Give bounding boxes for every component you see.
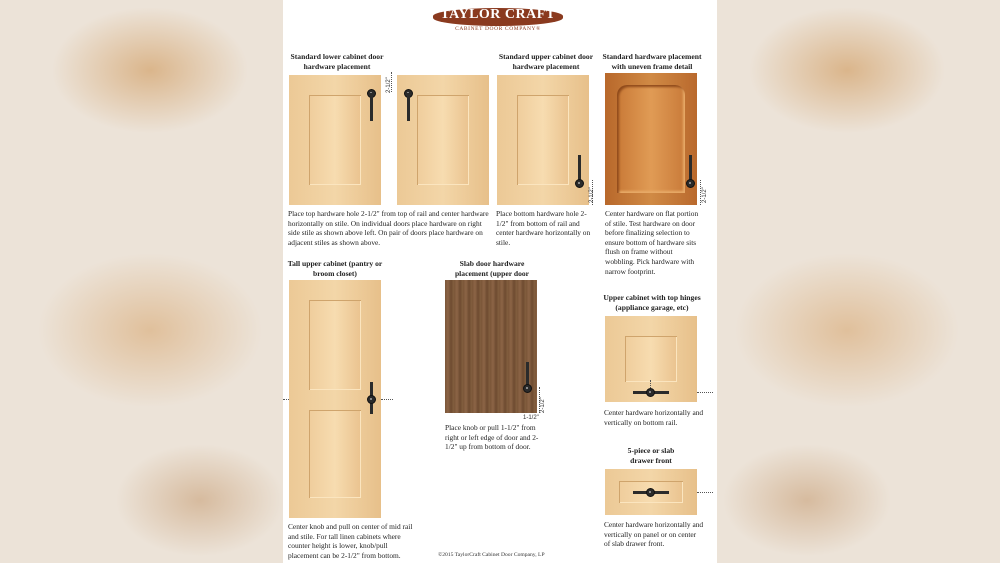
- drawer-front: [605, 469, 697, 515]
- top-hinge-door: [605, 316, 697, 402]
- lower-heading: Standard lower cabinet door hardware placement: [290, 52, 384, 71]
- upper-heading: Standard upper cabinet door hardware placement: [498, 52, 594, 71]
- door-panel: [417, 95, 469, 185]
- knob-icon: [686, 179, 695, 188]
- uneven-text: Center hardware on flat portion of stile. Test hardware on door before finalizing selection to ensure bottom of hardware sits flush on frame without wobbling. Pick hardware with narrow footprint.: [605, 209, 699, 276]
- door-panel-top: [309, 300, 361, 390]
- lower-door-left: [289, 75, 381, 205]
- slab-dimension-vertical: 2-1/2": [540, 397, 546, 413]
- background-right: [717, 0, 1000, 563]
- upper-dimension: 2-1/2": [589, 187, 595, 203]
- door-panel-bottom: [309, 410, 361, 498]
- top-hinge-text: Center hardware horizontally and vertically on bottom rail.: [604, 408, 704, 427]
- knob-icon: [523, 384, 532, 393]
- center-line: [283, 399, 289, 400]
- tall-heading: Tall upper cabinet (pantry or broom closet): [287, 259, 383, 278]
- pull-bar-icon: [407, 93, 410, 121]
- door-panel: [617, 85, 685, 193]
- tall-text: Center knob and pull on center of mid rail and stile. For tall linen cabinets where counter height is lower, knob/pull placement can be 2-1/2" from bottom.: [288, 522, 413, 560]
- dimension-line: [700, 180, 701, 205]
- center-line: [650, 380, 651, 388]
- uneven-heading: Standard hardware placement with uneven frame detail: [602, 52, 702, 71]
- lower-dimension: 2-1/2": [386, 77, 392, 93]
- slab-heading: Slab door hardware placement (upper door: [454, 259, 530, 278]
- knob-icon: [367, 395, 376, 404]
- center-line: [697, 392, 713, 393]
- upper-door: [497, 75, 589, 205]
- slab-door: [445, 280, 537, 413]
- tall-door: [289, 280, 381, 518]
- upper-text: Place bottom hardware hole 2-1/2" from bottom of rail and center hardware horizontally on stile.: [496, 209, 591, 247]
- company-logo: [433, 2, 563, 34]
- door-panel: [517, 95, 569, 185]
- top-hinge-heading: Upper cabinet with top hinges (appliance garage, etc): [603, 293, 701, 312]
- lower-door-right: [397, 75, 489, 205]
- uneven-dimension: 2-1/2": [702, 187, 708, 203]
- slab-text: Place knob or pull 1-1/2" from right or left edge of door and 2-1/2" up from bottom of door.: [445, 423, 539, 452]
- background-left: [0, 0, 283, 563]
- drawer-heading: 5-piece or slab drawer front: [627, 446, 675, 465]
- knob-icon: [575, 179, 584, 188]
- lower-text: Place top hardware hole 2-1/2" from top of rail and center hardware horizontally on stile. On individual doors place hardware on right side stile as shown above left. On pair of doors place hardware on adjacent stiles as shown above.: [288, 209, 489, 247]
- logo-name: TAYLOR CRAFT: [440, 7, 556, 22]
- knob-icon: [646, 488, 655, 497]
- copyright: ©2015 TaylorCraft Cabinet Door Company, LP: [438, 552, 545, 558]
- center-line: [381, 399, 393, 400]
- document-page: [283, 0, 717, 563]
- cherry-door: [605, 73, 697, 205]
- logo-tagline: CABINET DOOR COMPANY®: [455, 26, 541, 32]
- door-panel: [625, 336, 677, 382]
- center-line: [697, 492, 713, 493]
- pull-bar-icon: [370, 93, 373, 121]
- drawer-text: Center hardware horizontally and vertically on panel or on center of slab drawer front.: [604, 520, 704, 549]
- door-panel: [309, 95, 361, 185]
- slab-dimension-horizontal: 1-1/2": [523, 415, 539, 421]
- knob-icon: [646, 388, 655, 397]
